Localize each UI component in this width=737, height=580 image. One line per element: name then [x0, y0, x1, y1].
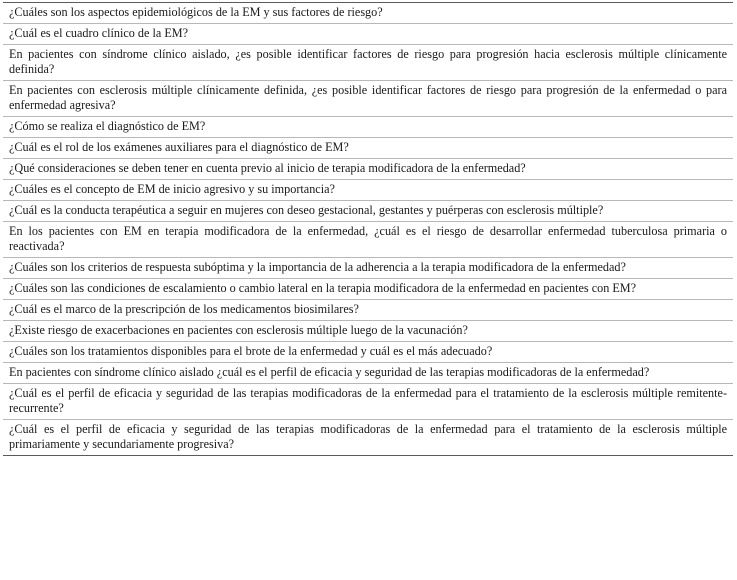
- question-row: ¿Cómo se realiza el diagnóstico de EM?: [3, 116, 733, 137]
- question-row: ¿Cuáles es el concepto de EM de inicio agresivo y su importancia?: [3, 179, 733, 200]
- question-row: ¿Cuál es el perfil de eficacia y seguridad de las terapias modificadoras de la enfermedad para el tratamiento de la esclerosis múltiple remitente-recurrente?: [3, 383, 733, 419]
- question-row: ¿Cuál es el marco de la prescripción de los medicamentos biosimilares?: [3, 299, 733, 320]
- question-row: En pacientes con esclerosis múltiple clínicamente definida, ¿es posible identificar factores de riesgo para progresión de la enfermedad o para enfermedad agresiva?: [3, 80, 733, 116]
- question-row: ¿Cuáles son los tratamientos disponibles para el brote de la enfermedad y cuál es el más adecuado?: [3, 341, 733, 362]
- question-row: ¿Cuál es el cuadro clínico de la EM?: [3, 23, 733, 44]
- questions-table: [3, 2, 733, 456]
- question-row: ¿Existe riesgo de exacerbaciones en pacientes con esclerosis múltiple luego de la vacunación?: [3, 320, 733, 341]
- question-row: En pacientes con síndrome clínico aislado ¿cuál es el perfil de eficacia y seguridad de las terapias modificadoras de la enfermedad?: [3, 362, 733, 383]
- question-row: ¿Cuál es el perfil de eficacia y seguridad de las terapias modificadoras de la enfermedad para el tratamiento de la esclerosis múltiple primariamente y secundariamente progresiva?: [3, 419, 733, 455]
- question-row: ¿Cuáles son las condiciones de escalamiento o cambio lateral en la terapia modificadora de la enfermedad en pacientes con EM?: [3, 278, 733, 299]
- question-row: En pacientes con síndrome clínico aislado, ¿es posible identificar factores de riesgo para progresión hacia esclerosis múltiple clínicamente definida?: [3, 44, 733, 80]
- question-row: ¿Cuál es el rol de los exámenes auxiliares para el diagnóstico de EM?: [3, 137, 733, 158]
- question-row: En los pacientes con EM en terapia modificadora de la enfermedad, ¿cuál es el riesgo de desarrollar enfermedad tuberculosa primaria o reactivada?: [3, 221, 733, 257]
- question-row: ¿Cuáles son los aspectos epidemiológicos de la EM y sus factores de riesgo?: [9, 5, 383, 19]
- question-row: ¿Cuáles son los criterios de respuesta subóptima y la importancia de la adherencia a la terapia modificadora de la enfermedad?: [3, 257, 733, 278]
- question-row: ¿Cuál es la conducta terapéutica a seguir en mujeres con deseo gestacional, gestantes y puérperas con esclerosis múltiple?: [3, 200, 733, 221]
- question-row: ¿Qué consideraciones se deben tener en cuenta previo al inicio de terapia modificadora de la enfermedad?: [3, 158, 733, 179]
